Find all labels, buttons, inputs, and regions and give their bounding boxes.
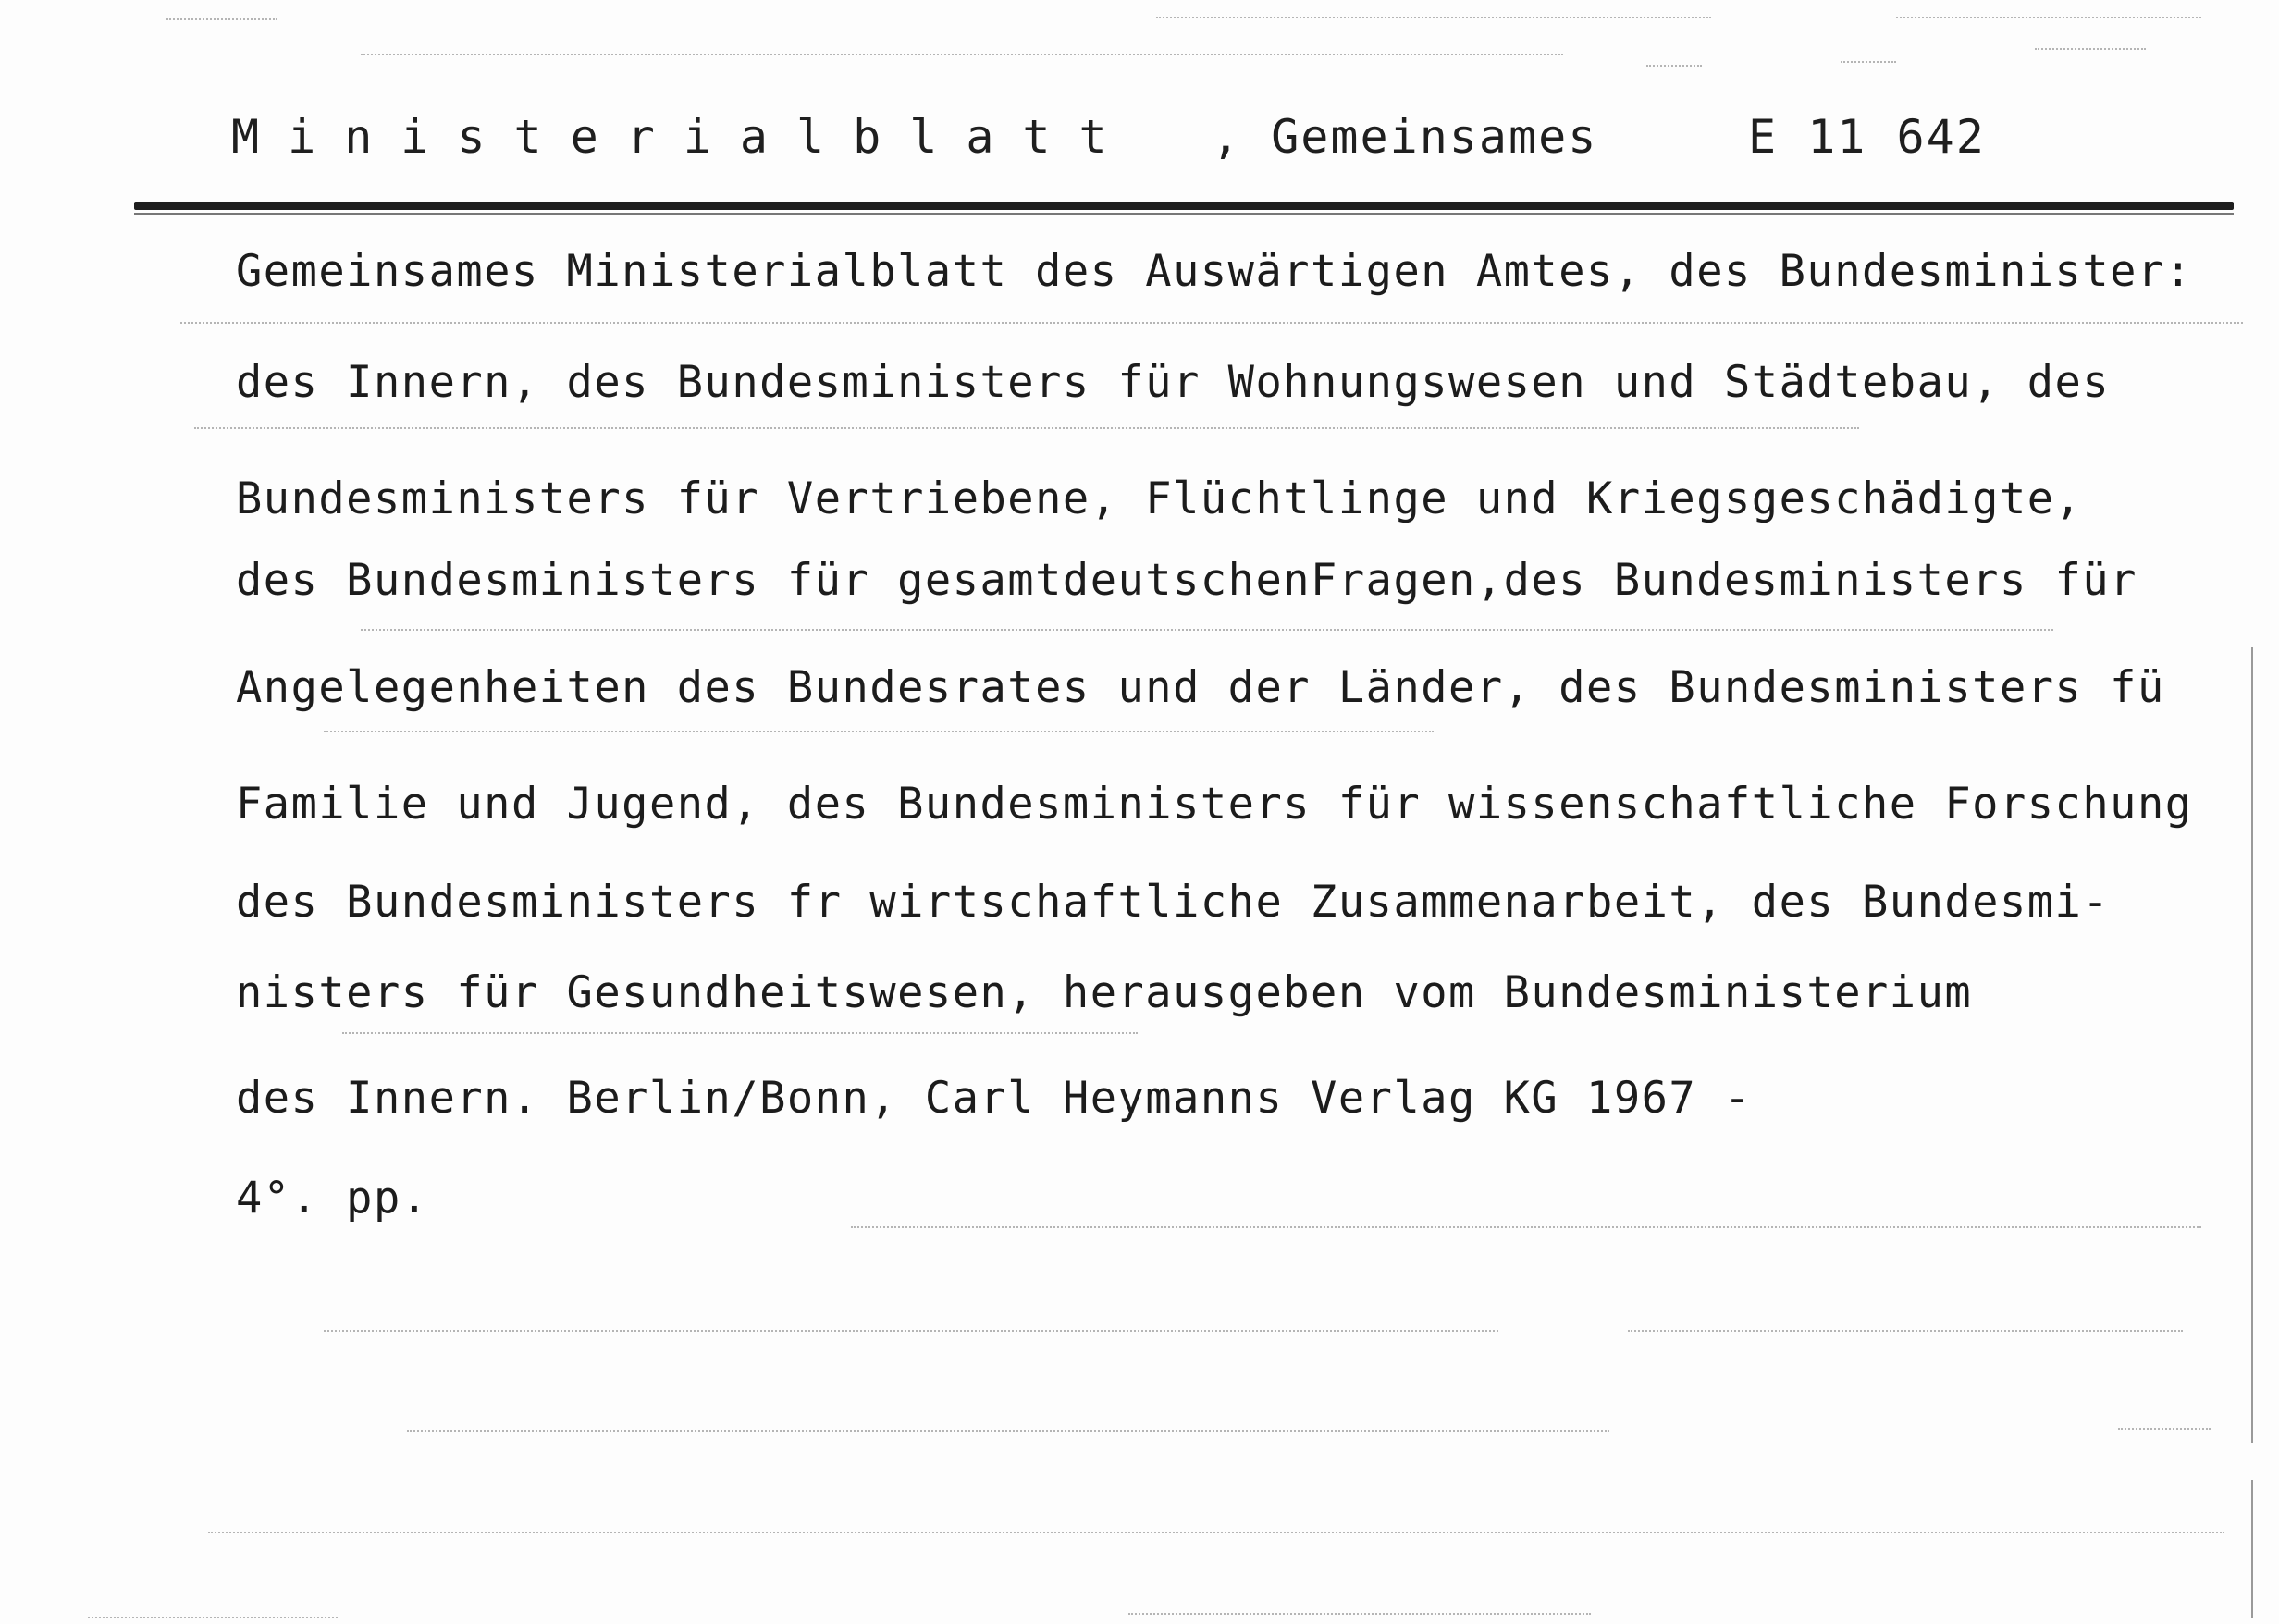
entry-line: Angelegenheiten des Bundesrates und der Länder, des Bundesministers fü: [236, 662, 2165, 713]
header-rule: [134, 202, 2234, 210]
noise-line: [2035, 48, 2146, 50]
card-header: [231, 104, 2035, 170]
noise-line: [88, 1617, 338, 1618]
noise-line: [361, 629, 2053, 631]
entry-line: 4°. pp.: [236, 1173, 429, 1224]
noise-line: [2118, 1428, 2211, 1430]
noise-line: [1628, 1330, 2183, 1332]
noise-line: [342, 1032, 1138, 1034]
card-edge-mark: [2251, 1480, 2253, 1618]
noise-line: [1128, 1613, 1591, 1615]
noise-line: [324, 731, 1434, 732]
call-number: E 11 642: [1748, 110, 1986, 164]
noise-line: [1156, 17, 1711, 18]
card-edge-mark: [2251, 647, 2253, 1443]
entry-line: des Innern, des Bundesministers für Wohnungswesen und Städtebau, des: [236, 357, 2111, 408]
noise-line: [1896, 17, 2201, 18]
entry-line: Familie und Jugend, des Bundesministers für wissenschaftliche Forschung: [236, 779, 2193, 830]
noise-line: [180, 322, 2243, 324]
noise-line: [324, 1330, 1498, 1332]
noise-line: [851, 1226, 2201, 1228]
noise-line: [194, 427, 1859, 429]
noise-line: [407, 1430, 1609, 1432]
entry-line: nisters für Gesundheitswesen, herausgeben vom Bundesministerium: [236, 967, 1973, 1018]
noise-line: [166, 18, 277, 20]
entry-line: des Bundesministers fr wirtschaftliche Zusammenarbeit, des Bundesmi-: [236, 877, 2111, 928]
noise-line: [361, 54, 1563, 55]
entry-line: Bundesministers für Vertriebene, Flüchtlinge und Kriegsgeschädigte,: [236, 474, 2083, 524]
entry-line: des Bundesministers für gesamtdeutschenFragen,des Bundesministers für: [236, 555, 2137, 606]
entry-line: Gemeinsames Ministerialblatt des Auswärtigen Amtes, des Bundesminister:: [236, 246, 2193, 297]
header-rule-shadow: [134, 213, 2234, 215]
noise-line: [208, 1532, 2224, 1533]
header-title: Ministerialblatt: [231, 110, 1136, 164]
header-subtitle: , Gemeinsames: [1212, 110, 1598, 164]
noise-line: [1841, 61, 1896, 63]
noise-line: [1646, 65, 1702, 67]
entry-line: des Innern. Berlin/Bonn, Carl Heymanns Verlag KG 1967 -: [236, 1073, 1752, 1124]
